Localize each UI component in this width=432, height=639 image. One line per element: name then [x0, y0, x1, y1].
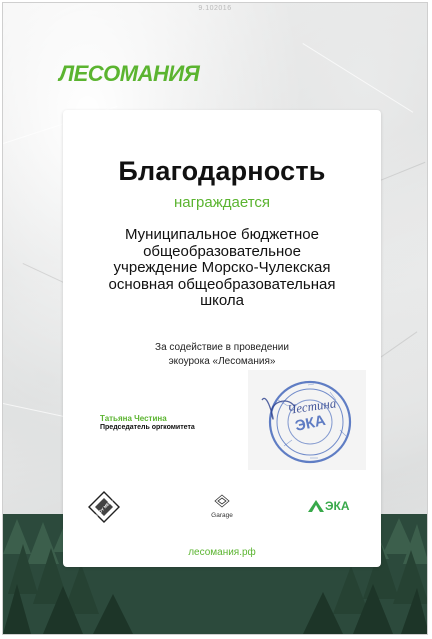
handwritten-signature: Честина [286, 395, 338, 417]
document-id: 9.102016 [198, 5, 232, 12]
website-link[interactable]: лесомания.рф [188, 547, 256, 558]
recipient-line: школа [200, 292, 244, 309]
signatory-name: Татьяна Честина [100, 414, 167, 423]
garage-wordmark: Garage [211, 512, 233, 519]
award-reason [63, 341, 381, 369]
reason-line: За содействие в проведении [155, 342, 289, 353]
recipient-name [77, 227, 367, 310]
certificate-title: Благодарность [118, 156, 326, 186]
certificate-card [63, 110, 381, 567]
leroy-merlin-wordmark: LEROY MERLIN [91, 494, 117, 520]
eka-leaf-icon [307, 498, 325, 516]
stamp-center-text: ЭКА [293, 411, 328, 435]
recipient-line: учреждение Морско-Чулекская [113, 259, 331, 276]
organization-stamp [248, 370, 366, 470]
certificate-sheet [2, 2, 428, 635]
eka-wordmark: ЭКА [325, 499, 350, 513]
signatory-role: Председатель оргкомитета [100, 424, 195, 431]
recipient-line: основная общеобразовательная [108, 275, 336, 293]
garage-logo [201, 494, 243, 524]
brand-logo: ЛЕСОМАНИЯ [59, 61, 200, 86]
recipient-line: общеобразовательное [143, 242, 301, 260]
awarded-label: награждается [173, 194, 271, 211]
reason-line: экоурока «Лесомания» [168, 356, 276, 367]
recipient-line: Муниципальное бюджетное [125, 226, 319, 243]
leroy-merlin-logo [87, 490, 121, 524]
